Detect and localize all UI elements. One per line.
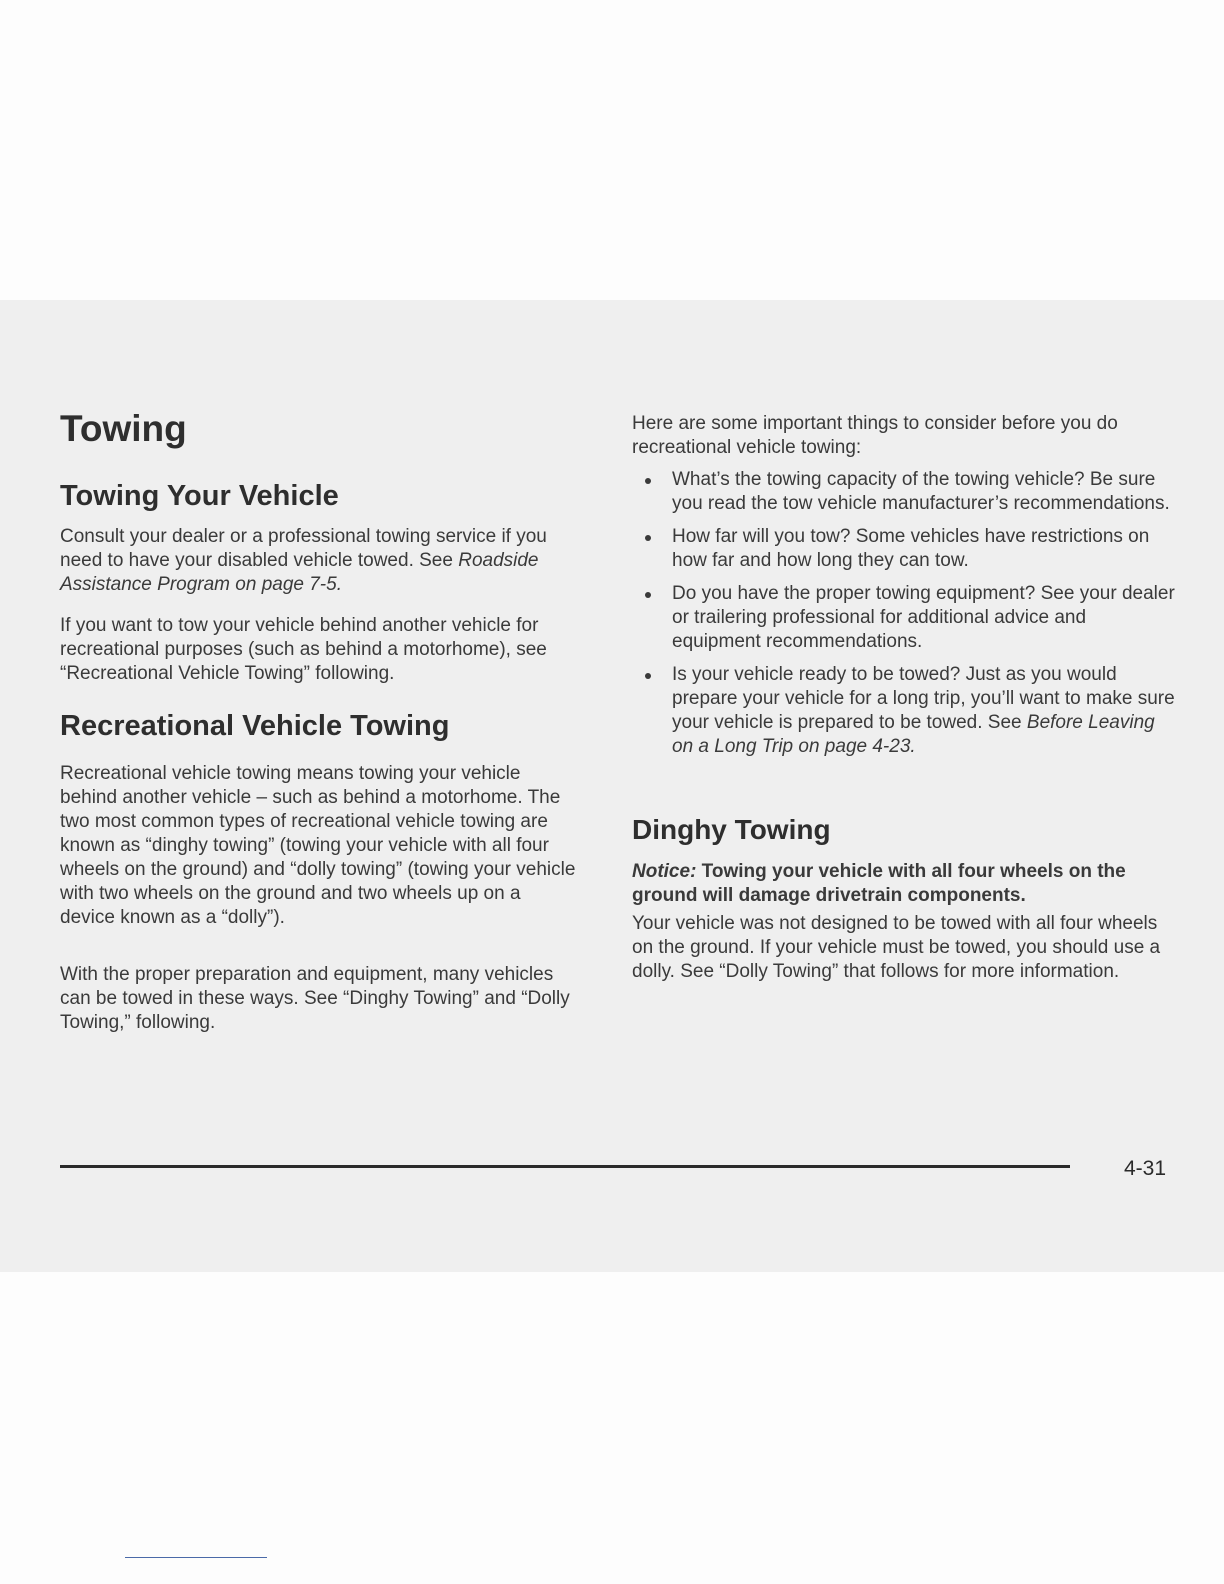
list-item: Is your vehicle ready to be towed? Just as you would prepare your vehicle for a long trip, you’ll want to make sure your vehicle is prepared to be towed. See Before Leaving on a Long Trip on page 4-23. (632, 663, 1177, 759)
paragraph-tow-behind: If you want to tow your vehicle behind another vehicle for recreational purposes (such as behind a motorhome), see “Recreational Vehicle Towing” following. (60, 615, 547, 684)
section-heading-towing-your-vehicle: Towing Your Vehicle (60, 480, 339, 512)
notice-label: Notice: (632, 861, 697, 882)
paragraph-not-designed: Your vehicle was not designed to be towed with all four wheels on the ground. If your vehicle must be towed, you should use a dolly. See “Dolly Towing” that follows for more information. (632, 913, 1161, 982)
bullet-icon (645, 592, 651, 598)
paragraph-recreational-towing: Recreational vehicle towing means towing your vehicle behind another vehicle – such as behind a motorhome. The two most common types of recreational vehicle towing are known as “dinghy towing” (towing your vehicle with all four wheels on the ground) and “dolly towing” (towing your vehicle with two wheels on the ground and two wheels up on a device known as a “dolly”). (60, 763, 576, 928)
footer-rule (60, 1165, 1070, 1168)
cross-reference-link[interactable]: Roadside Assistance Program on page 7-5. (60, 550, 539, 595)
notice-paragraph (632, 860, 1177, 908)
paragraph-proper-preparation: With the proper preparation and equipment, many vehicles can be towed in these ways. See “Dinghy Towing” and “Dolly Towing,” following. (60, 964, 570, 1033)
considerations-list (632, 468, 1177, 768)
bullet-icon (645, 478, 651, 484)
list-item: How far will you tow? Some vehicles have restrictions on how far and how long they can tow. (632, 525, 1177, 573)
notice-text: Towing your vehicle with all four wheels on the ground will damage drivetrain components. (632, 861, 1126, 906)
bullet-icon (645, 535, 651, 541)
link-underline (125, 1557, 267, 1558)
bullet-icon (645, 673, 651, 679)
cross-reference-link[interactable]: Before Leaving on a Long Trip on page 4-23. (672, 712, 1155, 757)
paragraph-text: Consult your dealer or a professional towing service if you need to have your disabled vehicle towed. See (60, 526, 547, 571)
list-item: What’s the towing capacity of the towing vehicle? Be sure you read the tow vehicle manufacturer’s recommendations. (632, 468, 1177, 516)
section-heading-recreational-vehicle-towing: Recreational Vehicle Towing (60, 710, 450, 742)
intro-paragraph: Here are some important things to consider before you do recreational vehicle towing: (632, 413, 1118, 458)
page-number: 4-31 (1124, 1157, 1167, 1180)
chapter-title: Towing (60, 408, 187, 449)
paragraph-consult-dealer (60, 525, 580, 597)
page-content (0, 300, 1224, 1272)
section-heading-dinghy-towing: Dinghy Towing (632, 814, 831, 845)
list-item: Do you have the proper towing equipment? See your dealer or trailering professional for additional advice and equipment recommendations. (632, 582, 1177, 654)
